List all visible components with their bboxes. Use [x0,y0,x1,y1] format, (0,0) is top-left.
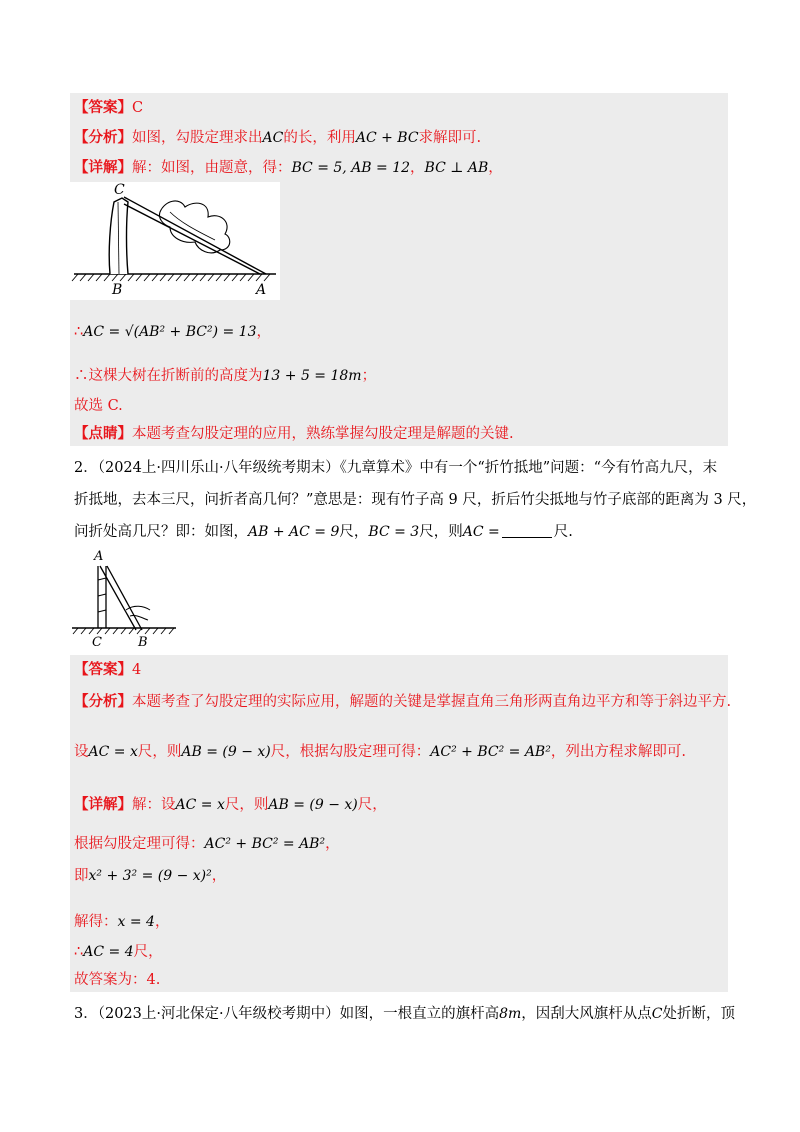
q2-bamboo-figure [70,548,180,648]
question-text: 尺. [553,524,573,540]
analysis-tag: 【分析】 [74,129,132,146]
math: AC = x [88,744,138,760]
answer-value: C [132,100,144,116]
math: AC + BC [355,130,419,146]
detail-text: 尺，则 [137,744,182,760]
math: AB + AC = 9 [248,524,340,540]
detail-text: 解：设 [132,797,176,813]
q2-ji-line [74,866,226,886]
analysis-tag: 【分析】 [74,693,132,710]
detail-text: 根据勾股定理可得： [74,836,205,852]
q2-line-1 [74,458,717,478]
math: C [651,1006,663,1022]
therefore-symbol: ∴ [74,944,84,960]
question-text: 问折处高几尺？即：如图， [74,524,248,540]
math: BC ⊥ AB [424,160,489,176]
detail-text: 解得： [74,914,118,930]
therefore-symbol: ∴ [74,324,84,340]
math: AC = [462,524,500,540]
question-text: 3．（2023上·河北保定·八年级校考期中）如图，一根直立的旗杆高 [74,1006,500,1022]
question-text: ，因刮大风旗杆从点 [521,1006,652,1022]
label-b: B [138,635,148,648]
detail-text: ∴这棵大树在折断前的高度为 [74,368,263,384]
detail-text: ， [325,836,340,852]
detail-text: 设 [74,744,89,760]
point-tag: 【点睛】 [74,425,132,442]
q1-tree-figure [70,182,280,300]
answer-value: 4 [132,662,142,678]
detail-text: ； [361,368,377,384]
question-text: 尺， [339,524,369,540]
q2-analysis-line [74,692,731,712]
detail-text: ， [256,324,271,340]
math: AC² + BC² = AB² [204,836,326,852]
math: AC = 4 [83,944,134,960]
detail-tag: 【详解】 [74,159,132,176]
label-b: B [112,282,123,298]
choice-text: 故选 C. [74,398,123,414]
analysis-text: 如图，勾股定理求出 [132,130,263,146]
q2-final-line [74,970,160,990]
analysis-text: 求解即可. [418,130,482,146]
analysis-text: 本题考查了勾股定理的实际应用，解题的关键是掌握直角三角形两直角边平方和等于斜边平方. [132,694,732,710]
q1-analysis-line [74,128,481,148]
q1-point-line [74,424,514,444]
q1-choice-line [74,396,123,416]
q2-therefore-line [74,942,163,962]
math: x = 4 [117,914,155,930]
analysis-text: 的长，利用 [283,130,356,146]
detail-text: ， [154,914,170,930]
math: AB = (9 − x) [181,744,271,760]
question-text: 尺，则 [419,524,463,540]
answer-tag: 【答案】 [74,661,132,678]
detail-text: ， [211,868,227,884]
question-text: 折抵地，去本三尺，问折者高几何？”意思是：现有竹子高 9 尺，折后竹尖抵地与竹子底部的距离为 3 尺， [74,492,757,508]
math: 8m [499,1006,522,1022]
q1-eq1-line [74,322,271,342]
q3-line-1 [74,1004,735,1024]
question-text: 处折断，顶 [662,1006,735,1022]
answer-blank [502,524,552,538]
math: x² + 3² = (9 − x)² [88,868,212,884]
math: BC = 3 [368,524,420,540]
detail-text: ， [410,160,425,176]
point-text: 本题考查勾股定理的应用，熟练掌握勾股定理是解题的关键. [132,426,514,442]
math: BC = 5, AB = 12 [291,160,411,176]
detail-text: ， [488,160,503,176]
detail-text: 尺，根据勾股定理可得： [270,744,431,760]
q2-detail-line [74,795,387,815]
q1-eq2-line [74,366,376,386]
math: 13 + 5 = 18m [262,368,362,384]
detail-text: ，列出方程求解即可. [550,744,686,760]
q2-set-line [74,742,686,762]
label-c: C [114,182,125,198]
detail-text: 解：如图，由题意，得： [132,160,292,176]
label-a: A [94,549,104,564]
math: AC = x [175,797,225,813]
label-c: C [92,635,102,648]
final-answer: 故答案为：4. [74,972,161,988]
q2-line-2 [74,490,756,510]
label-a: A [256,282,267,298]
detail-text: 尺， [357,797,387,813]
question-text: 2．（2024上·四川乐山·八年级统考期末）《九章算术》中有一个“折竹抵地”问题：“今有竹高九尺，末 [74,460,718,476]
math: AB = (9 − x) [268,797,358,813]
math: AC = √(AB² + BC²) = 13 [83,324,257,340]
detail-text: 尺， [133,944,163,960]
q1-answer-line [74,98,143,118]
q2-pyth-line [74,834,340,854]
detail-text: 尺，则 [224,797,269,813]
answer-tag: 【答案】 [74,99,132,116]
q2-solve-line [74,912,169,932]
detail-tag: 【详解】 [74,796,132,813]
detail-text: 即 [74,868,89,884]
math: AC² + BC² = AB² [430,744,551,760]
math: AC [262,130,284,146]
q2-line-3 [74,522,573,542]
q1-detail-line [74,158,503,178]
q2-answer-line [74,660,141,680]
